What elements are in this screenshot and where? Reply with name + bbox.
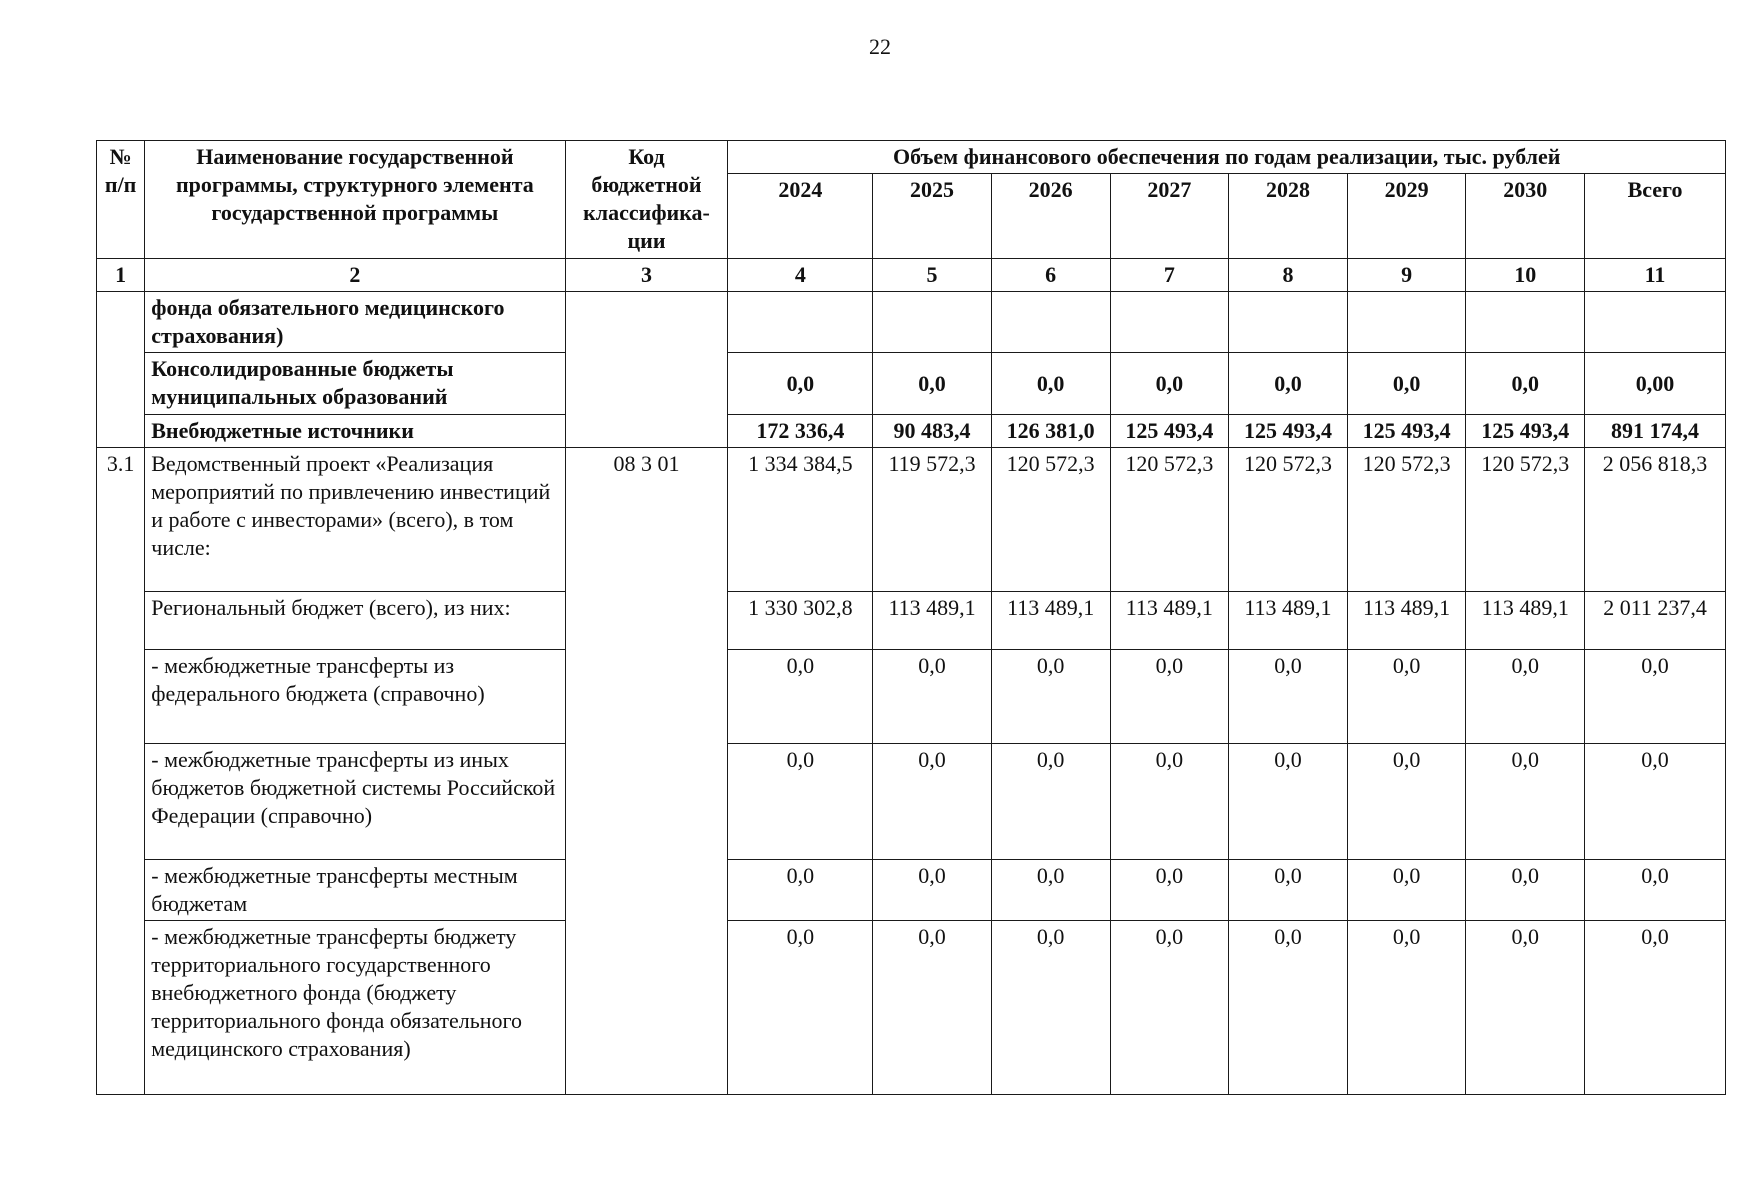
value-cell: 0,0 [728,921,873,1095]
value-cell: 113 489,1 [873,592,992,650]
header-name: Наименование государственной программы, структурного элемента государственной программы [145,141,565,259]
value-cell: 90 483,4 [873,415,992,448]
table-row [97,921,1726,1095]
table-row [97,650,1726,744]
row-no-cell: 3.1 [97,448,145,1095]
column-number: 3 [565,259,728,292]
value-cell: 0,0 [1110,860,1229,921]
column-number: 6 [991,259,1110,292]
column-number: 10 [1466,259,1585,292]
column-numbers-row [97,259,1726,292]
value-cell: 0,0 [1466,650,1585,744]
value-cell: 113 489,1 [991,592,1110,650]
value-cell: 0,0 [728,353,873,415]
header-year: 2029 [1347,174,1466,259]
value-cell: 119 572,3 [873,448,992,592]
header-volume: Объем финансового обеспечения по годам реализации, тыс. рублей [728,141,1726,174]
header-year: 2028 [1229,174,1348,259]
value-cell: 0,0 [728,860,873,921]
header-year: 2027 [1110,174,1229,259]
value-cell: 0,0 [1466,860,1585,921]
value-cell [873,292,992,353]
header-no: № п/п [97,141,145,259]
value-cell: 0,0 [991,353,1110,415]
value-cell: 0,0 [991,744,1110,860]
value-cell: 0,0 [991,921,1110,1095]
value-cell: 0,0 [728,744,873,860]
value-cell: 0,0 [1347,650,1466,744]
value-cell: 0,00 [1585,353,1726,415]
value-cell: 0,0 [1229,650,1348,744]
table-row [97,353,1726,415]
column-number: 1 [97,259,145,292]
value-cell: 120 572,3 [1229,448,1348,592]
value-cell: 120 572,3 [991,448,1110,592]
row-name-cell: - межбюджетные трансферты из иных бюджетов бюджетной системы Российской Федерации (справочно) [145,744,565,860]
column-number: 4 [728,259,873,292]
value-cell: 172 336,4 [728,415,873,448]
row-code-cell [565,292,728,448]
header-year: 2030 [1466,174,1585,259]
value-cell: 0,0 [1585,860,1726,921]
row-name-cell: Региональный бюджет (всего), из них: [145,592,565,650]
value-cell [991,292,1110,353]
budget-table [96,140,1726,1095]
value-cell: 125 493,4 [1466,415,1585,448]
value-cell: 0,0 [991,650,1110,744]
value-cell: 0,0 [1110,650,1229,744]
row-code-cell: 08 3 01 [565,448,728,1095]
header-code: Код бюджетной классифика-ции [565,141,728,259]
value-cell: 2 011 237,4 [1585,592,1726,650]
value-cell: 113 489,1 [1110,592,1229,650]
value-cell: 0,0 [1347,744,1466,860]
value-cell: 113 489,1 [1347,592,1466,650]
value-cell: 0,0 [1229,744,1348,860]
value-cell: 0,0 [1466,353,1585,415]
value-cell: 0,0 [873,353,992,415]
column-number: 9 [1347,259,1466,292]
header-total: Всего [1585,174,1726,259]
value-cell: 0,0 [1585,921,1726,1095]
value-cell: 0,0 [1347,921,1466,1095]
column-number: 5 [873,259,992,292]
header-row-1 [97,141,1726,174]
row-name-cell: Ведомственный проект «Реализация мероприятий по привлечению инвестиций и работе с инвесторами» (всего), в том числе: [145,448,565,592]
value-cell: 126 381,0 [991,415,1110,448]
value-cell: 125 493,4 [1347,415,1466,448]
row-name-cell: фонда обязательного медицинского страхования) [145,292,565,353]
value-cell [1585,292,1726,353]
value-cell: 0,0 [873,860,992,921]
value-cell: 120 572,3 [1466,448,1585,592]
value-cell: 0,0 [1347,860,1466,921]
value-cell [1110,292,1229,353]
table-row [97,592,1726,650]
value-cell: 125 493,4 [1110,415,1229,448]
value-cell: 0,0 [1229,860,1348,921]
table-row [97,744,1726,860]
value-cell: 120 572,3 [1110,448,1229,592]
value-cell [1466,292,1585,353]
value-cell: 0,0 [991,860,1110,921]
header-year: 2026 [991,174,1110,259]
value-cell [1229,292,1348,353]
value-cell: 0,0 [873,744,992,860]
header-year: 2024 [728,174,873,259]
column-number: 7 [1110,259,1229,292]
value-cell: 0,0 [1466,921,1585,1095]
value-cell: 0,0 [1466,744,1585,860]
row-name-cell: - межбюджетные трансферты из федерального бюджета (справочно) [145,650,565,744]
table-row [97,860,1726,921]
value-cell: 0,0 [1347,353,1466,415]
value-cell: 0,0 [1229,921,1348,1095]
value-cell: 0,0 [1110,744,1229,860]
value-cell [1347,292,1466,353]
row-name-cell: Внебюджетные источники [145,415,565,448]
row-name-cell: Консолидированные бюджеты муниципальных образований [145,353,565,415]
value-cell: 2 056 818,3 [1585,448,1726,592]
value-cell: 1 334 384,5 [728,448,873,592]
value-cell: 0,0 [728,650,873,744]
column-number: 8 [1229,259,1348,292]
table-row [97,448,1726,592]
value-cell: 113 489,1 [1466,592,1585,650]
value-cell: 1 330 302,8 [728,592,873,650]
column-number: 2 [145,259,565,292]
row-name-cell: - межбюджетные трансферты бюджету территориального государственного внебюджетного фонда (бюджету территориального фонда обязательного медицинского страхования) [145,921,565,1095]
value-cell: 891 174,4 [1585,415,1726,448]
value-cell: 125 493,4 [1229,415,1348,448]
value-cell: 0,0 [1585,650,1726,744]
column-number: 11 [1585,259,1726,292]
value-cell: 0,0 [873,921,992,1095]
value-cell: 0,0 [873,650,992,744]
value-cell: 0,0 [1229,353,1348,415]
value-cell: 0,0 [1110,921,1229,1095]
row-no-cell [97,292,145,448]
value-cell: 0,0 [1110,353,1229,415]
table-row [97,415,1726,448]
page-number: 22 [869,34,891,59]
value-cell [728,292,873,353]
row-name-cell: - межбюджетные трансферты местным бюджетам [145,860,565,921]
value-cell: 113 489,1 [1229,592,1348,650]
table-row [97,292,1726,353]
header-year: 2025 [873,174,992,259]
value-cell: 0,0 [1585,744,1726,860]
value-cell: 120 572,3 [1347,448,1466,592]
